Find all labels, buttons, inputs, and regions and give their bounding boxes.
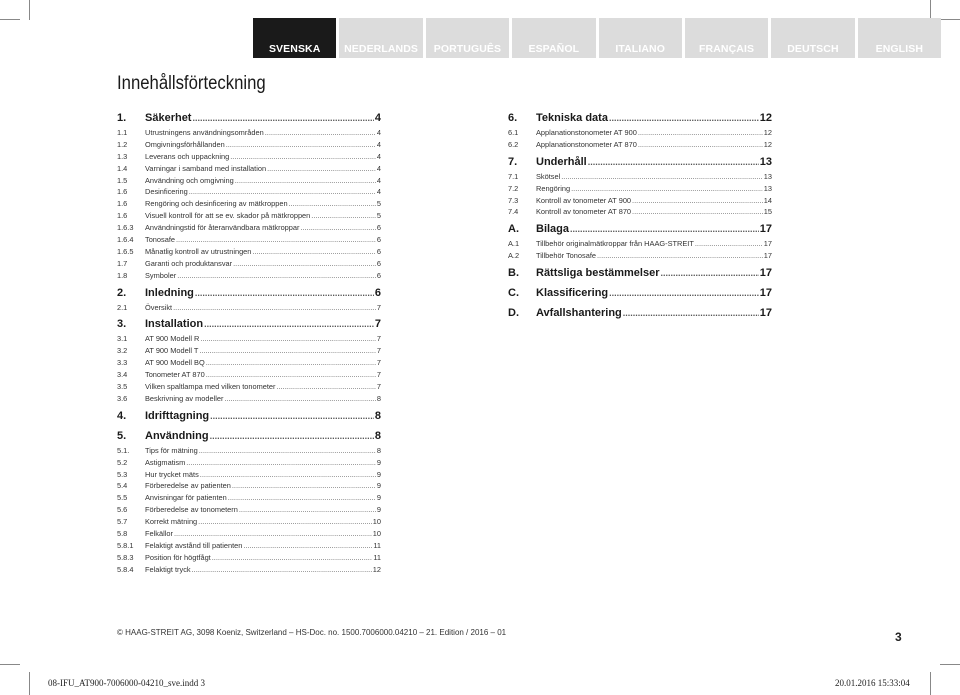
toc-title: Underhåll bbox=[536, 155, 587, 168]
toc-num: A.2 bbox=[508, 251, 520, 261]
toc-leader-dots bbox=[561, 172, 763, 181]
toc-title: Säkerhet bbox=[145, 112, 192, 124]
toc-section-entry[interactable] bbox=[117, 211, 381, 223]
toc-leader-dots bbox=[233, 259, 376, 268]
toc-title: Applanationstonometer AT 870 bbox=[536, 139, 637, 149]
toc-leader-dots bbox=[570, 224, 759, 234]
toc-page: 9 bbox=[376, 457, 381, 467]
toc-leader-dots bbox=[695, 239, 763, 248]
toc-section-entry[interactable] bbox=[508, 184, 772, 196]
toc-page: 15 bbox=[763, 207, 772, 217]
toc-page: 6 bbox=[376, 223, 381, 233]
toc-section-entry[interactable] bbox=[117, 164, 381, 176]
toc-num: 1.3 bbox=[117, 151, 128, 161]
toc-leader-dots bbox=[661, 268, 759, 278]
toc-title: Anvisningar för patienten bbox=[145, 493, 227, 503]
toc-section-entry[interactable] bbox=[117, 199, 381, 211]
toc-leader-dots bbox=[206, 370, 376, 379]
toc-section-entry[interactable] bbox=[117, 529, 381, 541]
toc-chapter-entry[interactable] bbox=[508, 112, 772, 128]
toc-title: Användning och omgivning bbox=[145, 175, 234, 185]
toc-title: Kontroll av tonometer AT 900 bbox=[536, 195, 632, 205]
toc-num: 3.2 bbox=[117, 346, 128, 356]
toc-page: 4 bbox=[376, 151, 381, 161]
toc-leader-dots bbox=[277, 382, 376, 391]
toc-num: 5.8.1 bbox=[117, 540, 134, 550]
toc-num: 3.4 bbox=[117, 370, 128, 380]
toc-page: 9 bbox=[376, 481, 381, 491]
toc-leader-dots bbox=[232, 481, 376, 490]
toc-leader-dots bbox=[192, 113, 373, 123]
toc-title: Applanationstonometer AT 900 bbox=[536, 128, 637, 137]
toc-section-entry[interactable] bbox=[508, 196, 772, 208]
toc-title: Desinficering bbox=[145, 187, 188, 197]
toc-title: Astigmatism bbox=[145, 457, 186, 467]
toc-leader-dots bbox=[206, 358, 376, 367]
toc-page: 12 bbox=[763, 139, 772, 149]
toc-section-entry[interactable] bbox=[117, 259, 381, 271]
toc-page: 12 bbox=[759, 112, 772, 124]
toc-page: 10 bbox=[372, 517, 381, 527]
toc-section-entry[interactable] bbox=[117, 382, 381, 394]
toc-page: 14 bbox=[763, 195, 772, 205]
toc-leader-dots bbox=[267, 164, 376, 173]
toc-section-entry[interactable] bbox=[117, 541, 381, 553]
page-title: Innehållsförteckning bbox=[117, 73, 266, 94]
crop-mark bbox=[29, 672, 30, 695]
toc-section-entry[interactable] bbox=[117, 370, 381, 382]
toc-title: Rengöring bbox=[536, 183, 571, 193]
toc-num: 7. bbox=[508, 155, 518, 168]
toc-title: Månatlig kontroll av utrustningen bbox=[145, 246, 252, 256]
print-slug-timestamp: 20.01.2016 15:33:04 bbox=[835, 678, 910, 688]
toc-title: Installation bbox=[145, 318, 204, 331]
toc-page: 17 bbox=[763, 239, 772, 249]
toc-num: A.1 bbox=[508, 239, 520, 249]
toc-num: 1.5 bbox=[117, 175, 128, 185]
toc-title: Översikt bbox=[145, 302, 173, 312]
toc-leader-dots bbox=[186, 458, 376, 467]
toc-title: Användningstid för återanvändbara mätkroppar bbox=[145, 223, 300, 233]
toc-num: 1.4 bbox=[117, 163, 128, 173]
toc-leader-dots bbox=[200, 470, 376, 479]
toc-page: 6 bbox=[376, 258, 381, 268]
print-slug-file: 08-IFU_AT900-7006000-04210_sve.indd 3 bbox=[48, 678, 205, 688]
toc-page: 7 bbox=[376, 346, 381, 356]
toc-num: 7.3 bbox=[508, 195, 519, 205]
toc-page: 5 bbox=[376, 211, 381, 221]
toc-num: 1.6.3 bbox=[117, 223, 134, 233]
toc-title: Symboler bbox=[145, 270, 177, 280]
language-tab[interactable]: NEDERLANDS bbox=[339, 18, 422, 58]
crop-mark bbox=[930, 672, 931, 695]
toc-num: 1.6 bbox=[117, 211, 128, 221]
toc-title: Skötsel bbox=[536, 171, 561, 181]
toc-leader-dots bbox=[199, 446, 376, 455]
toc-leader-dots bbox=[239, 505, 376, 514]
page-number: 3 bbox=[895, 630, 902, 644]
toc-page: 17 bbox=[759, 223, 772, 236]
toc-num: 5.6 bbox=[117, 505, 128, 515]
toc-section-entry[interactable] bbox=[117, 334, 381, 346]
toc-page: 4 bbox=[376, 187, 381, 197]
toc-leader-dots bbox=[200, 334, 376, 343]
language-tab[interactable]: FRANÇAIS bbox=[685, 18, 768, 58]
toc-num: 1.6 bbox=[117, 199, 128, 209]
toc-title: Korrekt mätning bbox=[145, 517, 198, 527]
toc-title: Hur trycket mäts bbox=[145, 469, 199, 479]
toc-title: AT 900 Modell T bbox=[145, 346, 199, 356]
toc-num: 2. bbox=[117, 286, 127, 299]
toc-title: Tonosafe bbox=[145, 235, 175, 245]
toc-section-entry[interactable] bbox=[508, 207, 772, 219]
toc-num: 1.7 bbox=[117, 258, 128, 268]
toc-page: 4 bbox=[376, 128, 381, 137]
toc-column-left bbox=[117, 112, 381, 577]
toc-num: 1.6 bbox=[117, 187, 128, 197]
toc-title: Tekniska data bbox=[536, 112, 608, 124]
crop-mark bbox=[29, 0, 30, 20]
toc-leader-dots bbox=[265, 128, 376, 137]
toc-title: Beskrivning av modeller bbox=[145, 393, 224, 403]
toc-leader-dots bbox=[173, 303, 376, 312]
toc-leader-dots bbox=[230, 152, 376, 161]
toc-page: 8 bbox=[376, 445, 381, 455]
toc-section-entry[interactable] bbox=[508, 251, 772, 263]
toc-title: Klassificering bbox=[536, 287, 609, 300]
toc-leader-dots bbox=[189, 187, 376, 196]
toc-num: 5.5 bbox=[117, 493, 128, 503]
toc-num: 5.8.4 bbox=[117, 564, 134, 574]
toc-leader-dots bbox=[243, 541, 372, 550]
toc-num: 5.2 bbox=[117, 457, 128, 467]
toc-num: 3.5 bbox=[117, 382, 128, 392]
toc-section-entry[interactable] bbox=[117, 346, 381, 358]
toc-section-entry[interactable] bbox=[117, 394, 381, 406]
toc-title: Tonometer AT 870 bbox=[145, 370, 205, 380]
toc-section-entry[interactable] bbox=[117, 187, 381, 199]
toc-chapter-entry[interactable] bbox=[117, 287, 381, 303]
toc-page: 6 bbox=[376, 246, 381, 256]
toc-chapter-entry[interactable] bbox=[508, 287, 772, 303]
toc-section-entry[interactable] bbox=[117, 517, 381, 529]
toc-leader-dots bbox=[252, 247, 375, 256]
toc-section-entry[interactable] bbox=[117, 481, 381, 493]
toc-leader-dots bbox=[597, 251, 763, 260]
toc-chapter-entry[interactable] bbox=[117, 430, 381, 446]
language-tab[interactable]: DEUTSCH bbox=[771, 18, 854, 58]
toc-title: Kontroll av tonometer AT 870 bbox=[536, 207, 632, 217]
toc-section-entry[interactable] bbox=[117, 128, 381, 140]
toc-section-entry[interactable] bbox=[117, 223, 381, 235]
toc-num: 1.1 bbox=[117, 128, 128, 137]
toc-section-entry[interactable] bbox=[117, 505, 381, 517]
toc-title: Position för högtfågt bbox=[145, 552, 211, 562]
toc-leader-dots bbox=[588, 157, 759, 167]
crop-mark bbox=[930, 0, 931, 20]
toc-title: Garanti och produktansvar bbox=[145, 258, 233, 268]
toc-page: 11 bbox=[373, 540, 381, 550]
toc-title: Förberedelse av patienten bbox=[145, 481, 231, 491]
toc-num: 5.8.3 bbox=[117, 552, 134, 562]
toc-leader-dots bbox=[609, 288, 759, 298]
toc-section-entry[interactable] bbox=[117, 140, 381, 152]
toc-page: 6 bbox=[376, 235, 381, 245]
toc-num: D. bbox=[508, 307, 519, 320]
toc-section-entry[interactable] bbox=[117, 470, 381, 482]
toc-num: 1.6.5 bbox=[117, 246, 134, 256]
toc-num: 1. bbox=[117, 112, 127, 124]
language-tab[interactable]: SVENSKA bbox=[253, 18, 336, 58]
toc-title: Felaktigt avstånd till patienten bbox=[145, 540, 243, 550]
toc-chapter-entry[interactable] bbox=[508, 267, 772, 283]
crop-mark bbox=[940, 664, 960, 665]
toc-num: 5.4 bbox=[117, 481, 128, 491]
toc-page: 17 bbox=[759, 307, 772, 320]
toc-section-entry[interactable] bbox=[508, 172, 772, 184]
toc-num: 5.8 bbox=[117, 529, 128, 539]
toc-num: 3. bbox=[117, 318, 127, 331]
toc-page: 7 bbox=[376, 358, 381, 368]
toc-title: Idrifttagning bbox=[145, 409, 210, 422]
toc-num: B. bbox=[508, 267, 519, 280]
toc-page: 13 bbox=[763, 183, 772, 193]
toc-leader-dots bbox=[228, 493, 376, 502]
toc-num: 7.1 bbox=[508, 171, 519, 181]
toc-chapter-entry[interactable] bbox=[508, 156, 772, 172]
toc-page: 12 bbox=[372, 564, 381, 574]
crop-mark bbox=[0, 19, 20, 20]
toc-title: AT 900 Modell R bbox=[145, 334, 200, 344]
toc-section-entry[interactable] bbox=[117, 235, 381, 247]
toc-title: Felkällor bbox=[145, 529, 173, 539]
toc-page: 4 bbox=[376, 139, 381, 149]
toc-num: 3.6 bbox=[117, 393, 128, 403]
toc-section-entry[interactable] bbox=[117, 271, 381, 283]
toc-chapter-entry[interactable] bbox=[117, 318, 381, 334]
toc-page: 17 bbox=[759, 267, 772, 280]
toc-leader-dots bbox=[210, 431, 374, 441]
toc-title: Användning bbox=[145, 429, 209, 442]
toc-title: Förberedelse av tonometern bbox=[145, 505, 238, 515]
toc-section-entry[interactable] bbox=[117, 565, 381, 577]
toc-title: Omgivningsförhållanden bbox=[145, 139, 225, 149]
toc-num: 6.1 bbox=[508, 128, 519, 137]
toc-chapter-entry[interactable] bbox=[508, 307, 772, 323]
language-tab[interactable]: ESPAÑOL bbox=[512, 18, 595, 58]
toc-num: 6.2 bbox=[508, 139, 519, 149]
toc-num: 1.6.4 bbox=[117, 235, 134, 245]
toc-page: 9 bbox=[376, 469, 381, 479]
toc-page: 4 bbox=[376, 175, 381, 185]
toc-num: 1.2 bbox=[117, 139, 128, 149]
toc-leader-dots bbox=[300, 223, 375, 232]
toc-section-entry[interactable] bbox=[117, 152, 381, 164]
toc-num: 5.3 bbox=[117, 469, 128, 479]
language-tab[interactable]: ENGLISH bbox=[858, 18, 941, 58]
toc-section-entry[interactable] bbox=[508, 128, 772, 140]
toc-leader-dots bbox=[212, 553, 373, 562]
toc-page: 6 bbox=[376, 270, 381, 280]
toc-num: A. bbox=[508, 223, 519, 236]
toc-leader-dots bbox=[632, 207, 763, 216]
toc-leader-dots bbox=[177, 271, 376, 280]
toc-page: 17 bbox=[763, 251, 772, 261]
toc-section-entry[interactable] bbox=[508, 140, 772, 152]
toc-section-entry[interactable] bbox=[117, 358, 381, 370]
toc-page: 9 bbox=[376, 493, 381, 503]
toc-leader-dots bbox=[638, 128, 763, 137]
toc-leader-dots bbox=[289, 199, 376, 208]
toc-page: 10 bbox=[372, 529, 381, 539]
toc-page: 6 bbox=[374, 286, 381, 299]
toc-leader-dots bbox=[235, 176, 376, 185]
toc-chapter-entry[interactable] bbox=[508, 223, 772, 239]
language-tabs bbox=[253, 18, 941, 58]
toc-page: 4 bbox=[376, 163, 381, 173]
toc-leader-dots bbox=[638, 140, 763, 149]
toc-title: Leverans och uppackning bbox=[145, 151, 230, 161]
toc-num: 6. bbox=[508, 112, 518, 124]
toc-title: Tips för mätning bbox=[145, 445, 198, 455]
toc-num: 3.1 bbox=[117, 334, 128, 344]
toc-section-entry[interactable] bbox=[117, 176, 381, 188]
toc-page: 7 bbox=[376, 382, 381, 392]
toc-page: 7 bbox=[376, 334, 381, 344]
toc-title: Vilken spaltlampa med vilken tonometer bbox=[145, 382, 276, 392]
toc-num: 4. bbox=[117, 409, 127, 422]
toc-page: 4 bbox=[374, 112, 381, 124]
toc-num: 7.4 bbox=[508, 207, 519, 217]
toc-title: Rengöring och desinficering av mätkroppen bbox=[145, 199, 288, 209]
toc-leader-dots bbox=[632, 196, 763, 205]
toc-page: 11 bbox=[373, 552, 381, 562]
toc-num: 5. bbox=[117, 429, 127, 442]
toc-section-entry[interactable] bbox=[117, 446, 381, 458]
toc-page: 12 bbox=[763, 128, 772, 137]
toc-chapter-entry[interactable] bbox=[117, 410, 381, 426]
toc-num: 5.7 bbox=[117, 517, 128, 527]
language-tab[interactable]: ITALIANO bbox=[599, 18, 682, 58]
toc-title: Varningar i samband med installation bbox=[145, 163, 267, 173]
toc-leader-dots bbox=[210, 411, 374, 421]
toc-section-entry[interactable] bbox=[117, 458, 381, 470]
toc-leader-dots bbox=[198, 517, 372, 526]
toc-page: 9 bbox=[376, 505, 381, 515]
toc-title: Bilaga bbox=[536, 223, 570, 236]
toc-leader-dots bbox=[199, 346, 375, 355]
toc-title: Tillbehör originalmätkroppar från HAAG-STREIT bbox=[536, 239, 694, 249]
toc-page: 8 bbox=[376, 393, 381, 403]
toc-section-entry[interactable] bbox=[117, 493, 381, 505]
toc-num: 7.2 bbox=[508, 183, 519, 193]
toc-section-entry[interactable] bbox=[117, 553, 381, 565]
toc-leader-dots bbox=[195, 288, 374, 298]
toc-leader-dots bbox=[609, 113, 759, 123]
toc-title: AT 900 Modell BQ bbox=[145, 358, 205, 368]
toc-section-entry[interactable] bbox=[508, 239, 772, 251]
toc-leader-dots bbox=[204, 319, 374, 329]
toc-leader-dots bbox=[174, 529, 372, 538]
language-tab[interactable]: PORTUGUÊS bbox=[426, 18, 509, 58]
toc-title: Felaktigt tryck bbox=[145, 564, 191, 574]
toc-title: Tillbehör Tonosafe bbox=[536, 251, 596, 261]
toc-title: Rättsliga bestämmelser bbox=[536, 267, 660, 280]
toc-leader-dots bbox=[224, 394, 375, 403]
toc-leader-dots bbox=[571, 184, 763, 193]
toc-page: 13 bbox=[763, 171, 772, 181]
toc-page: 8 bbox=[374, 429, 381, 442]
toc-page: 5 bbox=[376, 199, 381, 209]
toc-page: 7 bbox=[376, 370, 381, 380]
toc-num: 5.1. bbox=[117, 445, 130, 455]
toc-leader-dots bbox=[176, 235, 376, 244]
toc-title: Utrustningens användningsområden bbox=[145, 128, 264, 137]
toc-section-entry[interactable] bbox=[117, 303, 381, 315]
toc-page: 7 bbox=[376, 302, 381, 312]
toc-column-right bbox=[508, 112, 772, 323]
toc-num: 2.1 bbox=[117, 302, 128, 312]
toc-leader-dots bbox=[226, 140, 376, 149]
toc-leader-dots bbox=[311, 211, 376, 220]
copyright-footer: © HAAG-STREIT AG, 3098 Koeniz, Switzerland – HS-Doc. no. 1500.7006000.04210 – 21. Edition / 2016 – 01 bbox=[117, 628, 507, 637]
toc-section-entry[interactable] bbox=[117, 247, 381, 259]
toc-num: 1.8 bbox=[117, 270, 128, 280]
toc-chapter-entry[interactable] bbox=[117, 112, 381, 128]
toc-num: 3.3 bbox=[117, 358, 128, 368]
toc-leader-dots bbox=[623, 308, 759, 318]
toc-page: 13 bbox=[759, 155, 772, 168]
toc-page: 7 bbox=[374, 318, 381, 331]
toc-title: Avfallshantering bbox=[536, 307, 622, 320]
toc-num: C. bbox=[508, 287, 519, 300]
toc-title: Visuell kontroll för att se ev. skador på mätkroppen bbox=[145, 211, 311, 221]
crop-mark bbox=[940, 19, 960, 20]
toc-page: 17 bbox=[759, 287, 772, 300]
toc-page: 8 bbox=[374, 409, 381, 422]
toc-title: Inledning bbox=[145, 286, 194, 299]
crop-mark bbox=[0, 664, 20, 665]
toc-leader-dots bbox=[192, 565, 372, 574]
